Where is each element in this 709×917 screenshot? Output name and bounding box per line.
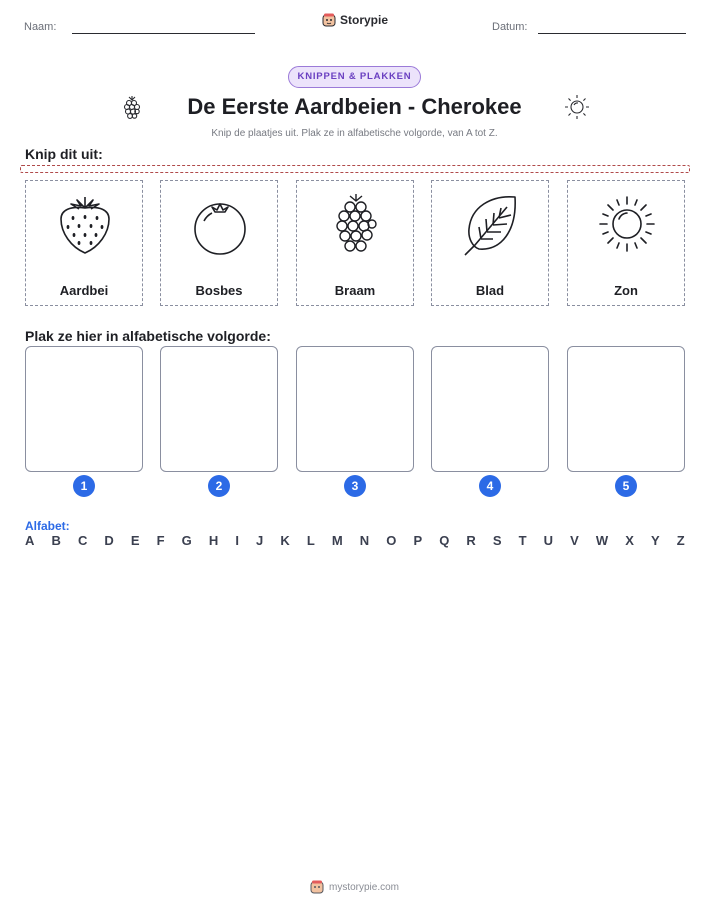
title-row xyxy=(0,91,709,123)
alphabet-letter: Q xyxy=(439,533,450,548)
cut-card-bosbes[interactable] xyxy=(160,180,278,306)
number-badge-2: 2 xyxy=(208,475,230,497)
alphabet-letter: R xyxy=(466,533,476,548)
alphabet-letter: N xyxy=(359,533,370,548)
alphabet-letter: G xyxy=(181,533,192,548)
alphabet-letter: E xyxy=(130,533,140,548)
alphabet-label: Alfabet: xyxy=(25,519,70,533)
cut-card-blad[interactable] xyxy=(431,180,549,306)
instructions: Knip de plaatjes uit. Plak ze in alfabetische volgorde, van A tot Z. xyxy=(211,128,498,139)
alphabet-letter: J xyxy=(256,533,264,548)
sun-icon xyxy=(563,93,591,121)
cut-card-zon[interactable] xyxy=(567,180,685,306)
date-label: Datum: xyxy=(492,21,528,33)
activity-badge: KNIPPEN & PLAKKEN xyxy=(288,66,421,88)
alphabet-letter: U xyxy=(543,533,554,548)
leaf-icon xyxy=(461,191,521,257)
alphabet-letter: K xyxy=(280,533,290,548)
storypie-icon xyxy=(322,13,336,27)
card-label: Aardbei xyxy=(59,283,109,298)
strawberry-icon xyxy=(55,191,115,257)
date-line xyxy=(538,33,686,34)
cut-card-aardbei[interactable] xyxy=(25,180,143,306)
storypie-icon xyxy=(310,880,324,894)
blackberry-icon xyxy=(326,191,386,257)
alphabet-letter: H xyxy=(208,533,219,548)
alphabet-letter: X xyxy=(625,533,634,548)
card-label: Blad xyxy=(475,283,505,298)
alphabet-letter: S xyxy=(492,533,502,548)
worksheet-header xyxy=(0,0,709,50)
number-badge-1: 1 xyxy=(73,475,95,497)
alphabet-letter: D xyxy=(104,533,114,548)
paste-box-2[interactable] xyxy=(160,346,278,472)
name-line xyxy=(72,33,255,34)
paste-box-1[interactable] xyxy=(25,346,143,472)
paste-section-label: Plak ze hier in alfabetische volgorde: xyxy=(25,328,271,344)
alphabet-letter: W xyxy=(595,533,609,548)
paste-box-3[interactable] xyxy=(296,346,414,472)
alphabet-letter: P xyxy=(413,533,423,548)
sun-icon xyxy=(597,191,657,257)
paste-box-4[interactable] xyxy=(431,346,549,472)
alphabet-letter: I xyxy=(235,533,239,548)
alphabet-letter: F xyxy=(156,533,165,548)
card-label: Zon xyxy=(614,283,638,298)
card-label: Braam xyxy=(334,283,376,298)
alphabet-letter: A xyxy=(25,533,35,548)
cut-section-label: Knip dit uit: xyxy=(25,146,103,162)
name-label: Naam: xyxy=(24,21,57,33)
number-badge-3: 3 xyxy=(344,475,366,497)
alphabet-letter: B xyxy=(51,533,61,548)
brand-name: Storypie xyxy=(340,13,389,27)
alphabet-letter: Z xyxy=(676,533,685,548)
blueberry-icon xyxy=(190,191,250,257)
footer-site[interactable]: mystorypie.com xyxy=(328,881,399,893)
alphabet-letter: T xyxy=(518,533,527,548)
alphabet-letter: C xyxy=(77,533,88,548)
cut-card-braam[interactable] xyxy=(296,180,414,306)
paste-box-5[interactable] xyxy=(567,346,685,472)
number-badge-4: 4 xyxy=(479,475,501,497)
alphabet-letter: M xyxy=(331,533,343,548)
alphabet-letter: Y xyxy=(650,533,660,548)
page-title: De Eerste Aardbeien - Cherokee xyxy=(187,94,522,119)
footer xyxy=(0,880,709,894)
alphabet-row xyxy=(25,533,685,548)
number-badge-5: 5 xyxy=(615,475,637,497)
alphabet-letter: L xyxy=(306,533,315,548)
brand-logo xyxy=(322,13,388,27)
cut-line xyxy=(20,165,690,173)
alphabet-letter: V xyxy=(570,533,579,548)
alphabet-letter: O xyxy=(386,533,397,548)
card-label: Bosbes xyxy=(195,283,243,298)
